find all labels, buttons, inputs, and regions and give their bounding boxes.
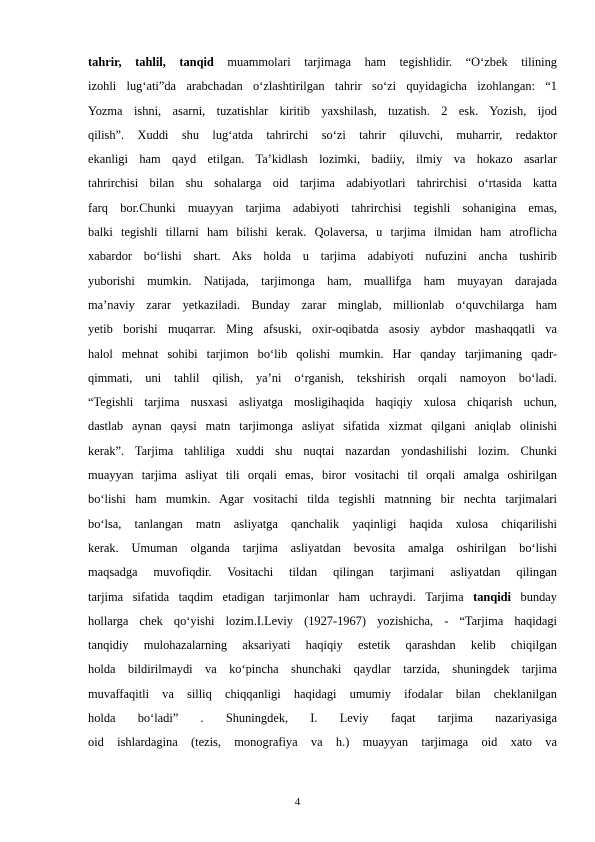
text-line: balki tegishli tillarni ham bilishi kerak. Qolaversa, u tarjima ilmidan ham atroflicha: [88, 225, 557, 240]
text-line: “Tegishli tarjima nusxasi asliyatga mosligihaqida haqiqiy xulosa chiqarish uchun,: [88, 395, 557, 410]
bold-lead-text: tahrir, tahlil, tanqid: [88, 55, 214, 69]
text-line: kerak. Umuman olganda tarjima asliyatdan bevosita amalga oshirilgan bo‘lishi: [88, 540, 557, 555]
line-text: tarjima sifatida taqdim etadigan tarjimonlar ham uchraydi. Tarjima: [88, 589, 474, 604]
text-line: [88, 50, 557, 74]
text-line: bo‘lsa, tanlangan matn asliyatga qanchalik yaqinligi haqida xulosa chiqarilishi: [88, 516, 557, 531]
text-line: tahrirchisi bilan shu sohalarga oid tarjima adabiyotlari tahrirchisi o‘rtasida katta: [88, 176, 557, 191]
text-line: izohli lug‘ati”da arabchadan o‘zlashtirilgan tahrir so‘zi quyidagicha izohlangan: “1: [88, 79, 557, 94]
text-line: ma’naviy zarar yetkaziladi. Bunday zarar minglab, millionlab o‘quvchilarga ham: [88, 297, 557, 312]
text-line: bo‘lishi ham mumkin. Agar vositachi tilda tegishli matnning bir nechta tarjimalari: [88, 492, 557, 507]
text-line: [88, 585, 557, 609]
text-line: dastlab aynan qaysi matn tarjimonga asliyat sifatida xizmat qilgani aniqlab olinishi: [88, 419, 557, 434]
text-line: halol mehnat sohibi tarjimon bo‘lib qolishi mumkin. Har qanday tarjimaning qadr-: [88, 346, 557, 361]
text-line: muvaffaqitli va silliq chiqqanligi haqidagi umumiy ifodalar bilan cheklanilgan: [88, 686, 557, 701]
text-line: muayyan tarjima asliyat tili orqali emas, biror vositachi til orqali amalga oshirilgan: [88, 468, 557, 483]
text-line: holda bo‘ladi” . Shuningdek, I. Leviy faqat tarjima nazariyasiga: [88, 711, 557, 726]
line-text: bunday: [511, 589, 558, 604]
text-line: hollarga chek qo‘yishi lozim.I.Leviy (1927-1967) yozishicha, - “Tarjima haqidagi: [88, 613, 557, 628]
text-line: yetib borishi muqarrar. Ming afsuski, oxir-oqibatda asosiy aybdor mashaqqatli va: [88, 322, 557, 337]
text-line: kerak”. Tarjima tahliliga xuddi shu nuqtai nazardan yondashilishi lozim. Chunki: [88, 443, 557, 458]
text-line: farq bor.Chunki muayyan tarjima adabiyoti tahrirchisi tegishli sohanigina emas,: [88, 200, 557, 215]
text-line: holda bildirilmaydi va ko‘pincha shunchaki qaydlar tarzida, shuningdek tarjima: [88, 662, 557, 677]
text-line: maqsadga muvofiqdir. Vositachi tildan qilingan tarjimani asliyatdan qilingan: [88, 565, 557, 580]
text-line: tanqidiy mulohazalarning aksariyati haqiqiy estetik qarashdan kelib chiqilgan: [88, 638, 557, 653]
text-line: yuborishi mumkin. Natijada, tarjimonga ham, muallifga ham muyayan darajada: [88, 273, 557, 288]
text-line: xabardor bo‘lishi shart. Aks holda u tarjima adabiyoti nufuzini ancha tushirib: [88, 249, 557, 264]
text-line: ekanligi ham qayd etilgan. Ta’kidlash lozimki, badiiy, ilmiy va hokazo asarlar: [88, 152, 557, 167]
bold-term-text: tanqidi: [473, 589, 511, 604]
line-text: muammolari tarjimaga ham tegishlidir. “O‘zbek tilining: [213, 55, 557, 69]
text-line: qilish”. Xuddi shu lug‘atda tahrirchi so‘zi tahrir qiluvchi, muharrir, redaktor: [88, 127, 557, 142]
text-line: Yozma ishni, asarni, tuzatishlar kiritib yaxshilash, tuzatish. 2 esk. Yozish, ijod: [88, 103, 557, 118]
page-number: 4: [294, 796, 301, 808]
text-line: oid ishlardagina (tezis, monografiya va h.) muayyan tarjimaga oid xato va: [88, 735, 557, 750]
document-body: [88, 50, 557, 755]
text-line: qimmati, uni tahlil qilish, ya’ni o‘rganish, tekshirish orqali namoyon bo‘ladi.: [88, 370, 557, 385]
